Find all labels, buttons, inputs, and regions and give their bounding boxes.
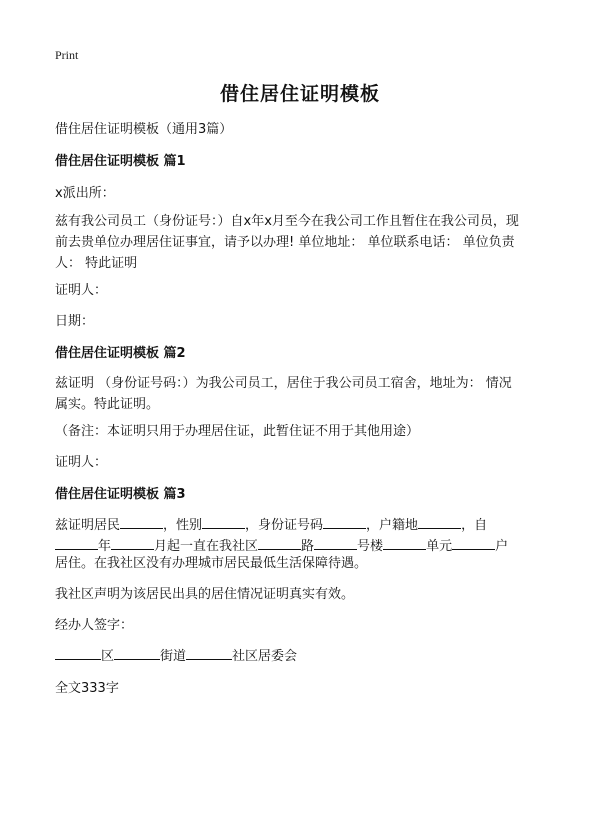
document-subtitle: 借住居住证明模板（通用3篇） (55, 122, 233, 137)
section-1-heading: 借住居住证明模板 篇1 (55, 154, 186, 169)
section-3-line-2-f: 户 (495, 539, 509, 554)
section-3-line-2-e: 单元 (426, 539, 453, 554)
section-1-certifier: 证明人： (55, 283, 108, 298)
section-3-line-1-c: ，身份证号码 (245, 518, 324, 533)
blank-room[interactable] (452, 536, 495, 550)
print-label: Print (55, 48, 79, 62)
section-1-body-line-1: 兹有我公司员工（身份证号：）自x年x月至今在我公司工作且暂住在我公司员，现 (55, 214, 519, 229)
section-2-body-line-2: 属实。特此证明。 (55, 397, 160, 412)
section-3-line-2-d: 号楼 (357, 539, 384, 554)
section-3-line-1-b: ，性别 (163, 518, 203, 533)
address-street-label: 街道 (160, 649, 187, 664)
blank-household-place[interactable] (418, 515, 461, 529)
blank-gender[interactable] (202, 515, 245, 529)
section-3-heading: 借住居住证明模板 篇3 (55, 487, 186, 502)
section-3-line-3: 居住。在我社区没有办理城市居民最低生活保障待遇。 (55, 556, 368, 571)
section-3-handler-sign: 经办人签字： (55, 618, 134, 633)
section-3-declaration: 我社区声明为该居民出具的居住情况证明真实有效。 (55, 587, 355, 602)
section-3-line-2-c: 路 (301, 539, 315, 554)
section-1-body-line-3: 人： 特此证明 (55, 256, 138, 271)
blank-id-number[interactable] (323, 515, 366, 529)
word-count-footer: 全文333字 (55, 681, 119, 696)
blank-unit[interactable] (383, 536, 426, 550)
section-2-body (55, 373, 550, 415)
page-title: 借住居住证明模板 (219, 83, 380, 105)
section-3-line-2-b: 月起一直在我社区 (154, 539, 259, 554)
blank-district[interactable] (55, 646, 101, 660)
blank-community[interactable] (186, 646, 232, 660)
section-1-body (55, 211, 550, 274)
blank-month[interactable] (111, 536, 154, 550)
section-3-address-line (55, 646, 550, 667)
blank-street[interactable] (114, 646, 160, 660)
section-3-line-1-a: 兹证明居民 (55, 518, 121, 533)
section-1-body-line-2: 前去贵单位办理居住证事宜，请予以办理! 单位地址： 单位联系电话： 单位负责 (55, 235, 515, 250)
section-1-date: 日期： (55, 314, 95, 329)
section-2-certifier: 证明人： (55, 455, 108, 470)
section-2-note: （备注：本证明只用于办理居住证，此暂住证不用于其他用途） (55, 424, 420, 439)
section-2-body-line-1: 兹证明 （身份证号码：）为我公司员工，居住于我公司员工宿舍，地址为： 情况 (55, 376, 512, 391)
section-3-line-1-e: ，自 (461, 518, 488, 533)
section-1-recipient: x派出所： (55, 186, 115, 201)
blank-road[interactable] (258, 536, 301, 550)
blank-year[interactable] (55, 536, 98, 550)
address-committee-label: 社区居委会 (232, 649, 298, 664)
address-district-label: 区 (101, 649, 115, 664)
section-3-line-1 (55, 515, 550, 536)
section-3-line-1-d: ，户籍地 (366, 518, 419, 533)
blank-name[interactable] (120, 515, 163, 529)
blank-building[interactable] (314, 536, 357, 550)
section-2-heading: 借住居住证明模板 篇2 (55, 346, 186, 361)
section-3-line-2-a: 年 (98, 539, 112, 554)
